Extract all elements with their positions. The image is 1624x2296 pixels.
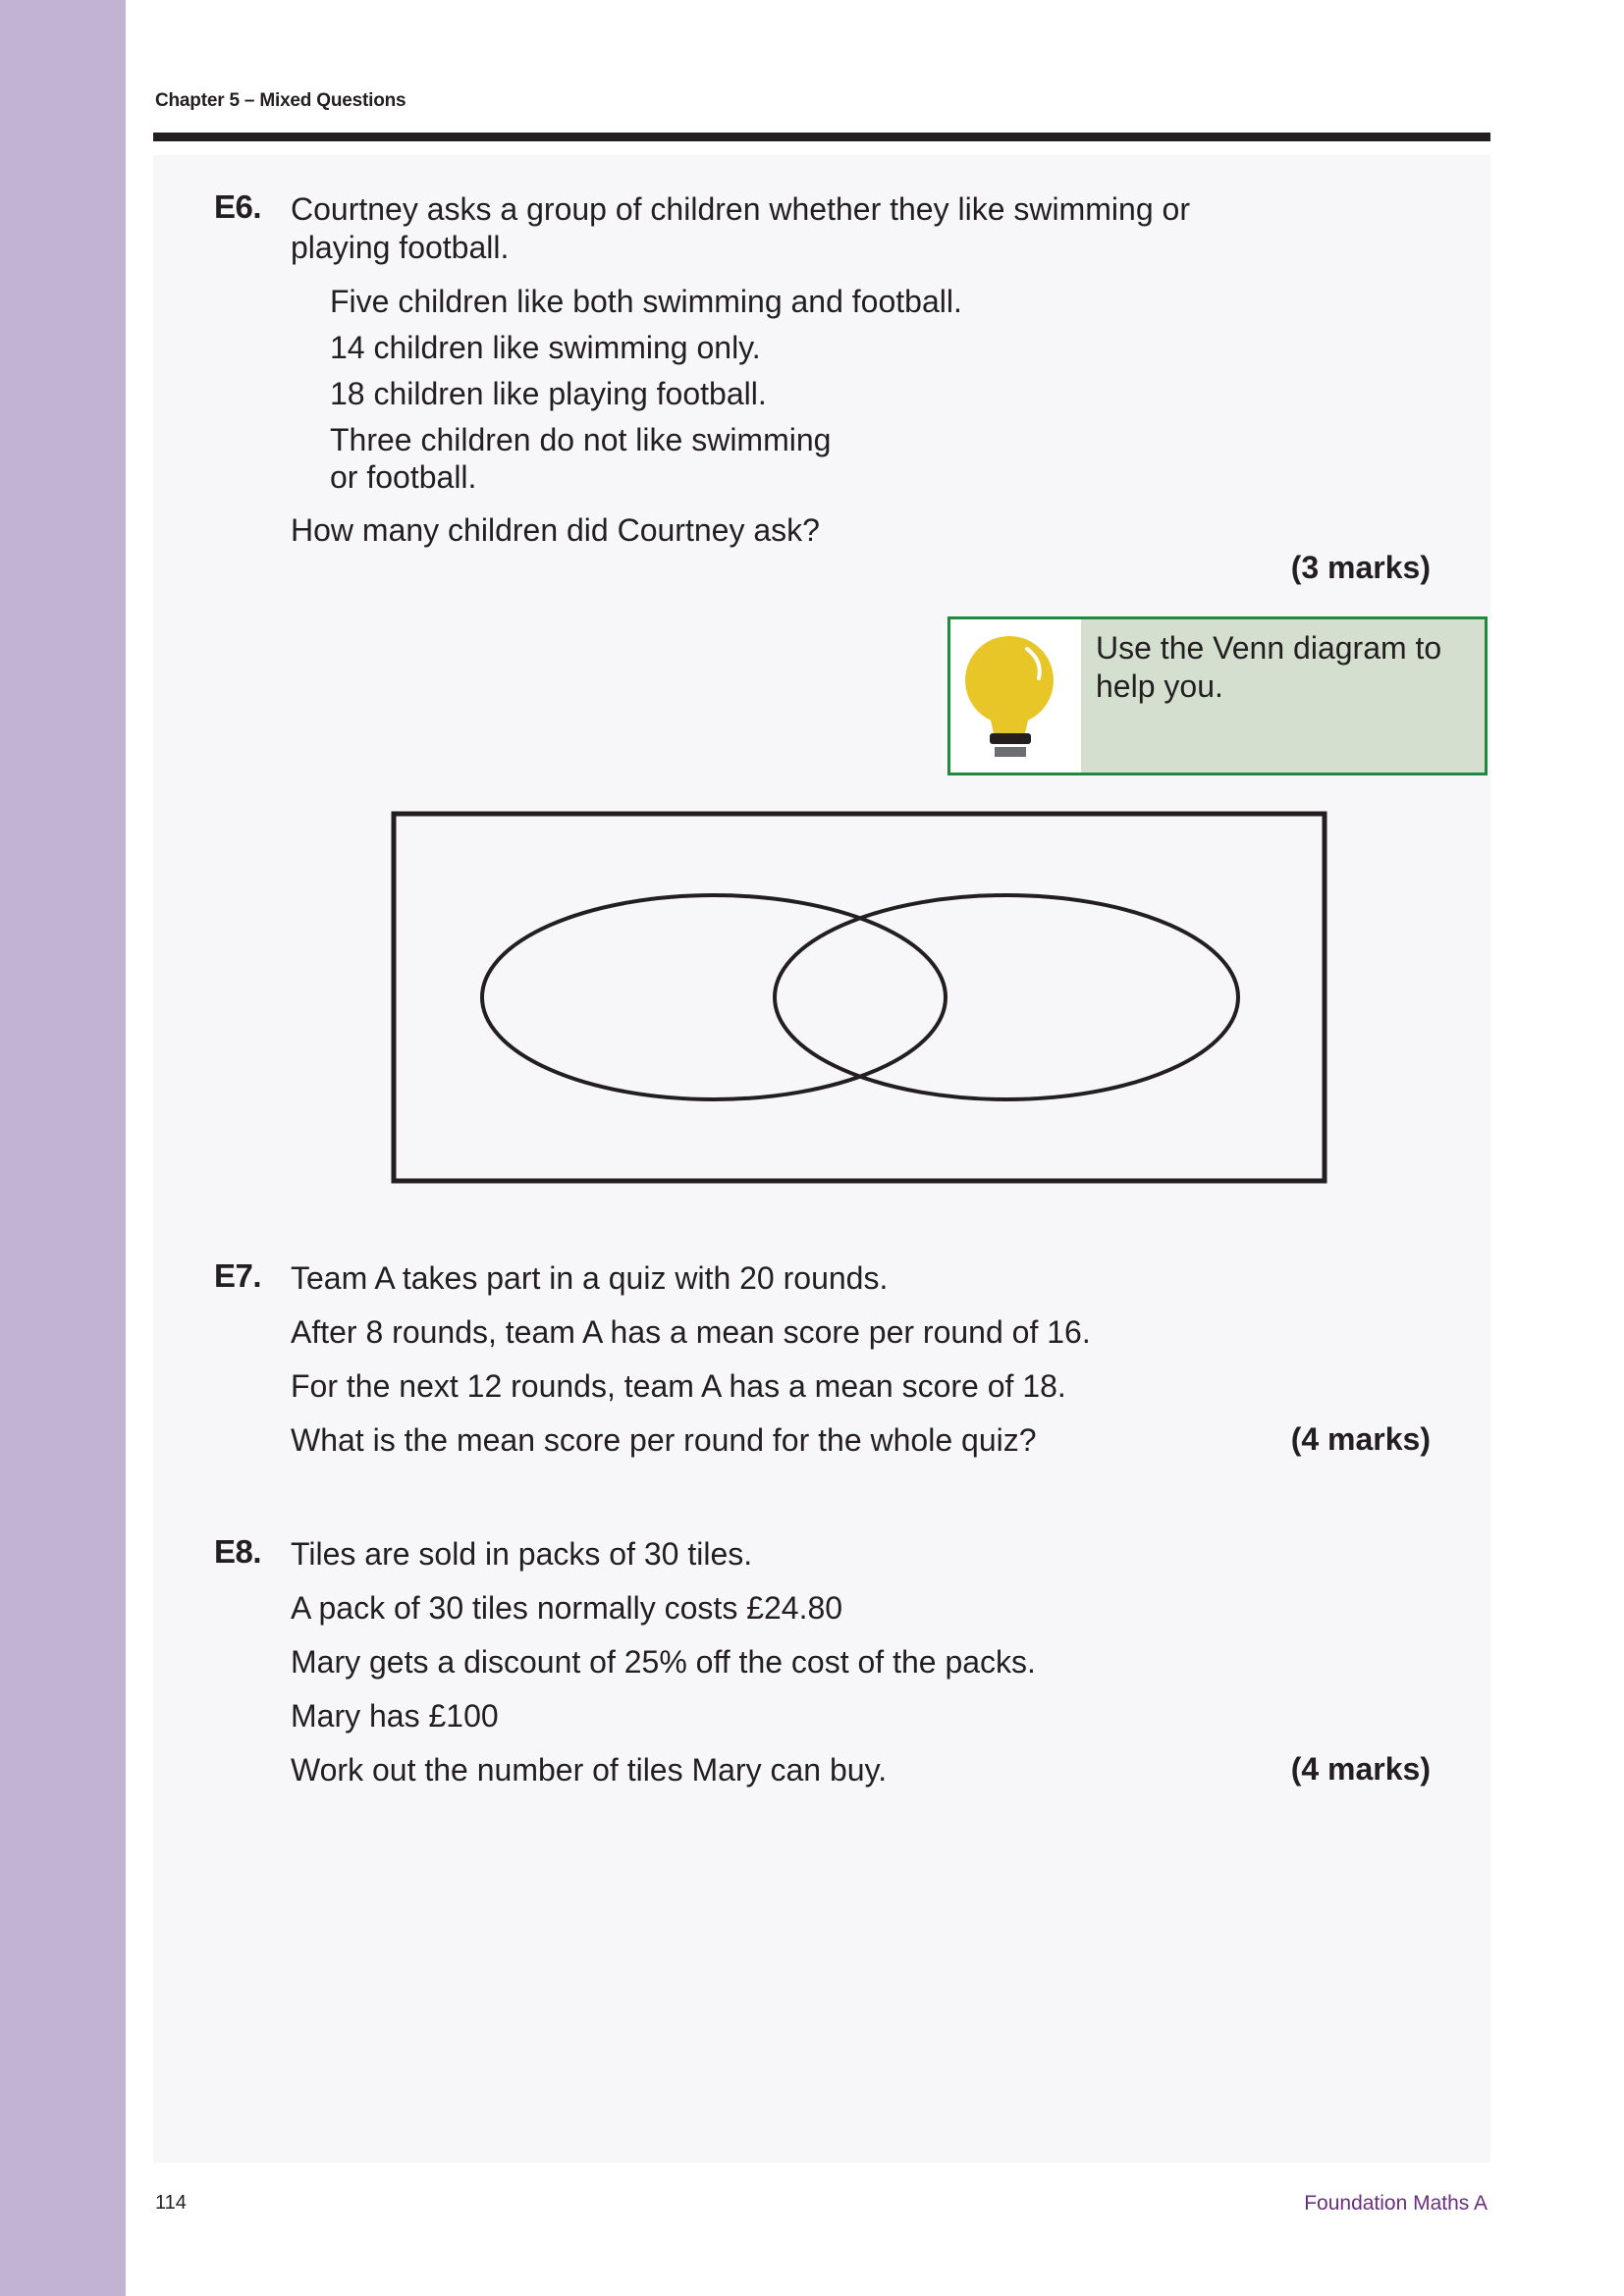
question-number: E7. (214, 1257, 262, 1294)
question-text: playing football. (291, 230, 510, 265)
question-number: E6. (214, 188, 262, 225)
marks-label: (4 marks) (1290, 1421, 1431, 1457)
lightbulb-icon (964, 631, 1062, 765)
question-text: Three children do not like swimming (330, 422, 832, 457)
venn-circle-left (482, 895, 946, 1099)
page-number: 114 (155, 2192, 187, 2214)
hint-box (947, 616, 1488, 775)
question-text: 18 children like playing football. (330, 376, 767, 411)
venn-circle-right (775, 895, 1238, 1099)
question-text: Work out the number of tiles Mary can buy. (291, 1752, 888, 1788)
venn-diagram (391, 811, 1329, 1188)
hint-text: Use the Venn diagram to help you. (1096, 630, 1442, 704)
hint-icon-cell (950, 619, 1081, 773)
question-text: Five children like both swimming and football. (330, 284, 962, 319)
question-text: or football. (330, 459, 477, 495)
question-number: E8. (214, 1533, 262, 1570)
marks-label: (4 marks) (1290, 1751, 1431, 1787)
question-text: Tiles are sold in packs of 30 tiles. (291, 1536, 753, 1572)
venn-universal-set (394, 814, 1325, 1181)
question-text: After 8 rounds, team A has a mean score per round of 16. (291, 1314, 1091, 1350)
header-rule (153, 133, 1490, 141)
question-text: How many children did Courtney ask? (291, 512, 820, 548)
question-text: Team A takes part in a quiz with 20 rounds. (291, 1260, 889, 1296)
footer-book-title: Foundation Maths A (1304, 2192, 1488, 2215)
question-text: For the next 12 rounds, team A has a mean score of 18. (291, 1368, 1066, 1404)
question-text: What is the mean score per round for the whole quiz? (291, 1422, 1037, 1458)
side-band (0, 0, 126, 2296)
question-text: Mary has £100 (291, 1698, 499, 1734)
question-text: Courtney asks a group of children whether they like swimming or (291, 191, 1190, 227)
chapter-header: Chapter 5 – Mixed Questions (155, 90, 406, 111)
question-text: Mary gets a discount of 25% off the cost of the packs. (291, 1644, 1036, 1680)
question-text: 14 children like swimming only. (330, 330, 761, 365)
question-text: A pack of 30 tiles normally costs £24.80 (291, 1590, 843, 1626)
marks-label: (3 marks) (1290, 550, 1431, 585)
